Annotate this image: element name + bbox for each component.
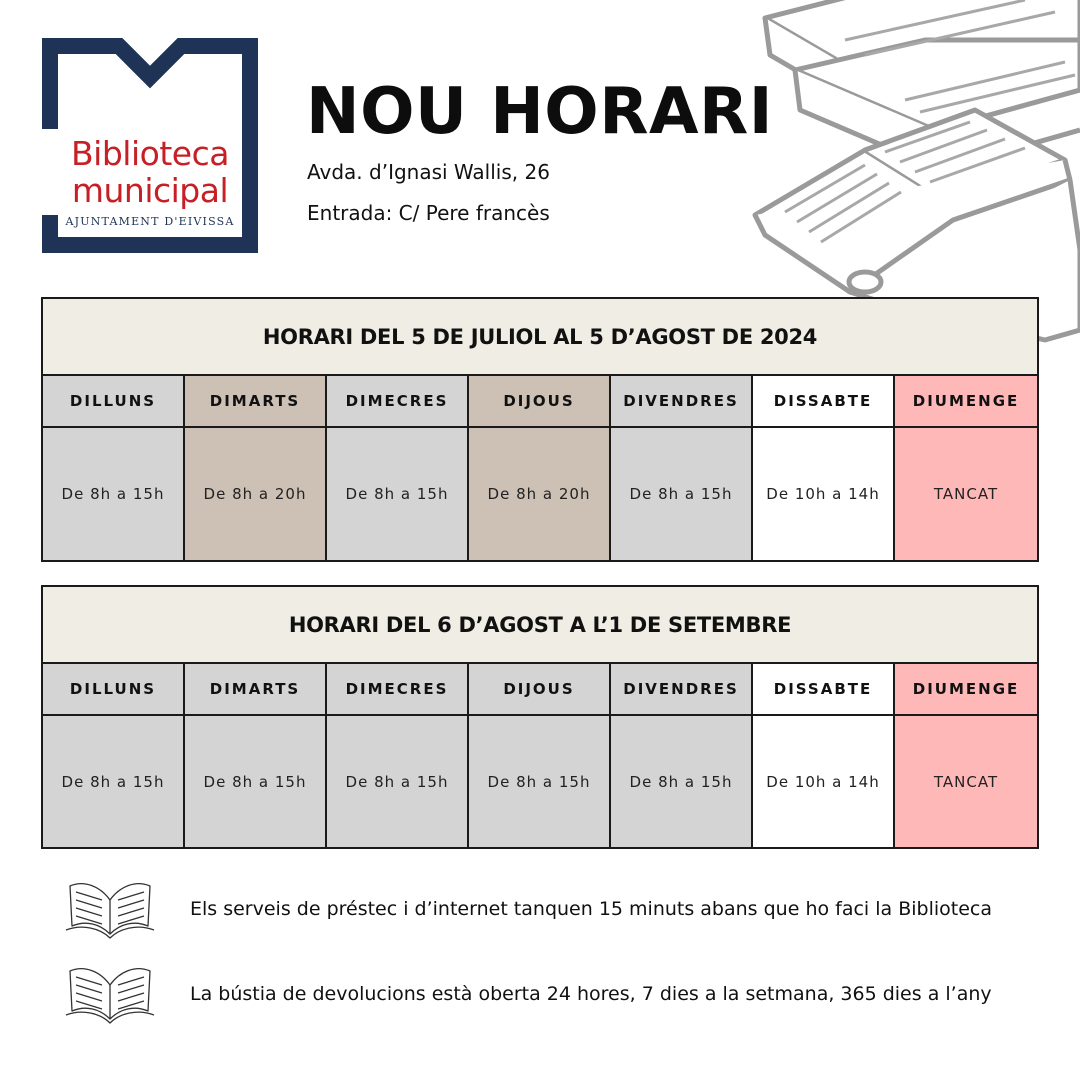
hours-thursday: De 8h a 20h (469, 428, 611, 560)
day-header-friday: DIVENDRES (611, 376, 753, 428)
day-header-tuesday: DIMARTS (185, 664, 327, 716)
schedule-table (41, 297, 1039, 562)
day-header-wednesday: DIMECRES (327, 376, 469, 428)
logo-line-1: Biblioteca (71, 134, 229, 173)
schedule-table (41, 585, 1039, 849)
hours-friday: De 8h a 15h (611, 428, 753, 560)
day-header-tuesday: DIMARTS (185, 376, 327, 428)
day-header-saturday: DISSABTE (753, 664, 895, 716)
day-header-monday: DILLUNS (43, 664, 185, 716)
page-title: NOU HORARI (306, 75, 774, 149)
day-header-monday: DILLUNS (43, 376, 185, 428)
schedule-grid (43, 376, 1037, 560)
hours-sunday: TANCAT (895, 716, 1037, 847)
note-item (62, 878, 992, 940)
day-header-friday: DIVENDRES (611, 664, 753, 716)
logo-subtitle: AJUNTAMENT D'EIVISSA (65, 215, 235, 228)
note-text: La bústia de devolucions està oberta 24 hores, 7 dies a la setmana, 365 dies a l’any (190, 983, 992, 1005)
schedule-title: HORARI DEL 6 D’AGOST A L’1 DE SETEMBRE (43, 587, 1037, 664)
day-header-saturday: DISSABTE (753, 376, 895, 428)
library-logo (41, 37, 259, 254)
logo-line-2: municipal (71, 171, 229, 210)
schedule-title: HORARI DEL 5 DE JULIOL AL 5 D’AGOST DE 2024 (43, 299, 1037, 376)
day-header-wednesday: DIMECRES (327, 664, 469, 716)
hours-friday: De 8h a 15h (611, 716, 753, 847)
hours-tuesday: De 8h a 15h (185, 716, 327, 847)
hours-tuesday: De 8h a 20h (185, 428, 327, 560)
open-book-icon (62, 963, 158, 1025)
hours-monday: De 8h a 15h (43, 716, 185, 847)
hours-wednesday: De 8h a 15h (327, 428, 469, 560)
day-header-thursday: DIJOUS (469, 664, 611, 716)
note-item (62, 963, 992, 1025)
open-book-icon (62, 878, 158, 940)
day-header-sunday: DIUMENGE (895, 664, 1037, 716)
hours-wednesday: De 8h a 15h (327, 716, 469, 847)
address-line: Avda. d’Ignasi Wallis, 26 (307, 160, 550, 184)
hours-thursday: De 8h a 15h (469, 716, 611, 847)
hours-monday: De 8h a 15h (43, 428, 185, 560)
day-header-sunday: DIUMENGE (895, 376, 1037, 428)
entrance-line: Entrada: C/ Pere francès (307, 201, 550, 225)
hours-sunday: TANCAT (895, 428, 1037, 560)
note-text: Els serveis de préstec i d’internet tanquen 15 minuts abans que ho faci la Biblioteca (190, 898, 992, 920)
schedule-grid (43, 664, 1037, 847)
books-stack-icon (725, 0, 1080, 345)
hours-saturday: De 10h a 14h (753, 428, 895, 560)
hours-saturday: De 10h a 14h (753, 716, 895, 847)
day-header-thursday: DIJOUS (469, 376, 611, 428)
